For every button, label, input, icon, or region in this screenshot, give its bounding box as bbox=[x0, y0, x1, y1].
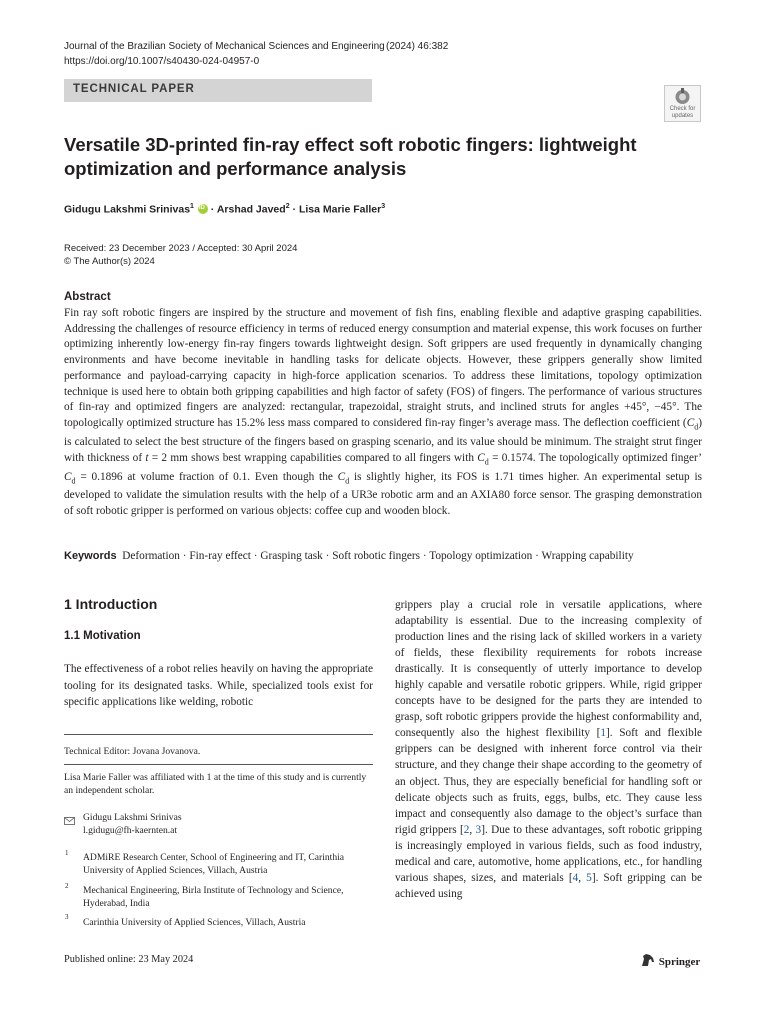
author-list bbox=[64, 203, 385, 216]
footnote-divider bbox=[64, 764, 373, 765]
author-affiliation-number: 2 bbox=[285, 203, 290, 210]
subsection-heading-motivation: 1.1 Motivation bbox=[64, 630, 141, 642]
paper-type-label: TECHNICAL PAPER bbox=[73, 83, 195, 95]
citation-link[interactable]: 3 bbox=[475, 823, 482, 836]
affiliation-text: ADMiRE Research Center, School of Engineering and IT, Carinthia University of Applied Sciences, Villach, Austria bbox=[83, 852, 345, 876]
check-for-updates-badge[interactable] bbox=[664, 85, 701, 122]
publication-dates bbox=[64, 242, 297, 268]
intro-paragraph-left: The effectiveness of a robot relies heavily on having the appropriate tooling for its designated tasks. While, specialized tools exist for specific applications like welding, robotic bbox=[64, 663, 373, 708]
affiliation-text: Carinthia University of Applied Sciences, Villach, Austria bbox=[83, 917, 306, 928]
paper-title: Versatile 3D-printed fin-ray effect soft robotic fingers: lightweight optimization and performance analysis bbox=[64, 134, 637, 179]
received-accepted-dates: Received: 23 December 2023 / Accepted: 30 April 2024 bbox=[64, 243, 298, 254]
springer-logo bbox=[640, 953, 700, 968]
author-name: Lisa Marie Faller bbox=[298, 203, 382, 216]
citation-link[interactable]: 1 bbox=[600, 727, 607, 740]
keywords bbox=[64, 550, 724, 562]
email-icon bbox=[64, 812, 76, 830]
affiliation-number: 2 bbox=[65, 882, 69, 890]
author-affiliation-number: 1 bbox=[190, 203, 194, 210]
springer-horse-icon bbox=[640, 953, 656, 967]
check-updates-line1: Check for bbox=[669, 106, 696, 112]
author-separator: · bbox=[289, 203, 299, 216]
doi-link[interactable]: https://doi.org/10.1007/s40430-024-04957-0 bbox=[64, 56, 260, 67]
author-affiliation-number: 3 bbox=[381, 203, 386, 210]
abstract-text: Fin ray soft robotic fingers are inspired by the structure and movement of fish fins, enabling flexible and adaptive grasping capabilities. Addressing the challenges of resource efficiency in terms of reduced energy consumption and material expense, this work focuses on further optimizing inherently low-energy fin-ray fingers towards lightweight design. Soft grippers are used frequently in dynamically changing environments and have become inevitable in handling tasks for delicate objects. However, these grippers generally show limited performance and payload-carrying capacity in high-force application scenarios. To address these limitations, topology optimization technique is used here to obtain both gripping capabilities and high factor of safety (FOS) of fingers. The performance of various structures of fin-ray and optimized fingers are analyzed: rectangular, trapezoidal, straight struts, and inclined struts for angles +45°, −45°. The topologically optimized structure has 15.2% less mass compared to considered fin-ray finger’s average mass. The deflection coefficient $(C_d)$ is calculated to select the best structure of the fingers based on grasping scenario, and its value should be minimum. The straight strut finger with thickness of t = 2 mm shows best wrapping capabilities compared to all fingers with $C_d = 0.1574$. The topologically optimized finger’ $C_d = 0.1896$ at volume fraction of 0.1. Even though the $C_d$ is slightly higher, its FOS is 1.71 times higher. An experimental setup is developed to validate the simulation results with the help of a UR3e robotic arm and an AXIA80 force sensor. The grasping demonstration of soft robotic gripper is performed on various objects: coffee cup and wooden block. bbox=[64, 307, 702, 518]
footnote-divider bbox=[64, 734, 373, 735]
volume-info: (2024) 46:382 bbox=[386, 41, 449, 52]
keywords-text: Deformation · Fin-ray effect · Grasping task · Soft robotic fingers · Topology optimization · Wrapping capability bbox=[122, 550, 634, 562]
paper-type-banner bbox=[64, 79, 372, 102]
citation-link[interactable]: 5 bbox=[586, 871, 592, 884]
author-name: Arshad Javed bbox=[216, 203, 286, 216]
orcid-icon[interactable] bbox=[198, 204, 208, 214]
affiliation-number: 3 bbox=[65, 913, 69, 921]
check-updates-line2: updates bbox=[671, 112, 694, 119]
technical-editor-note: Technical Editor: Jovana Jovanova. bbox=[64, 746, 201, 757]
copyright-notice: © The Author(s) 2024 bbox=[64, 256, 155, 267]
abstract-heading: Abstract bbox=[64, 291, 111, 303]
intro-paragraph-right: grippers play a crucial role in versatile applications, where adaptability is essential. Due to the increasing complexity of production lines and the rising lack of skilled workers in a variety of fields, these flexibility requirements for robots increase drastically. It is consequently of utterly importance to develop highly capable and versatile robotic grippers. While, rigid gripper concepts have to be designed for the parts they are intended to grasp, soft robotic grippers provide the highest conformability and, consequently also the highest flexibility [1]. Soft and flexible grippers can be designed with inherent force control via their structure, and they change their shape according to the geometry of an object. Thus, they are especially beneficial for handling soft or delicate objects such as fruits, eggs, bulbs, etc. They cause less impact and consequently also damage to the object’s surface than rigid grippers [2, 3]. Due to these advantages, soft robotic gripping is increasingly employed in various fields, such as food industry, medical and care, automotive, home applications, etc., for handling various shapes, sizes, and materials [4, 5]. Soft gripping can be achieved using bbox=[395, 599, 702, 900]
citation-link[interactable]: 4 bbox=[572, 871, 579, 884]
author-separator: · bbox=[207, 203, 217, 216]
affiliation-text: Mechanical Engineering, Birla Institute of Technology and Science, Hyderabad, India bbox=[83, 885, 344, 909]
publisher-name: Springer bbox=[658, 956, 701, 968]
keywords-label: Keywords bbox=[64, 550, 117, 562]
section-heading-introduction: 1 Introduction bbox=[64, 596, 158, 612]
published-online-date: Published online: 23 May 2024 bbox=[64, 954, 194, 965]
corresponding-author-email[interactable]: l.gidugu@fh-kaernten.at bbox=[83, 825, 178, 836]
author-name: Gidugu Lakshmi Srinivas bbox=[64, 203, 191, 216]
corresponding-author-name: Gidugu Lakshmi Srinivas bbox=[83, 812, 182, 823]
citation-link[interactable]: 2 bbox=[463, 823, 470, 836]
journal-name: Journal of the Brazilian Society of Mechanical Sciences and Engineering bbox=[64, 41, 385, 52]
affiliation-note: Lisa Marie Faller was affiliated with 1 at the time of this study and is currently an independent scholar. bbox=[64, 772, 367, 796]
affiliation-number: 1 bbox=[65, 849, 69, 857]
